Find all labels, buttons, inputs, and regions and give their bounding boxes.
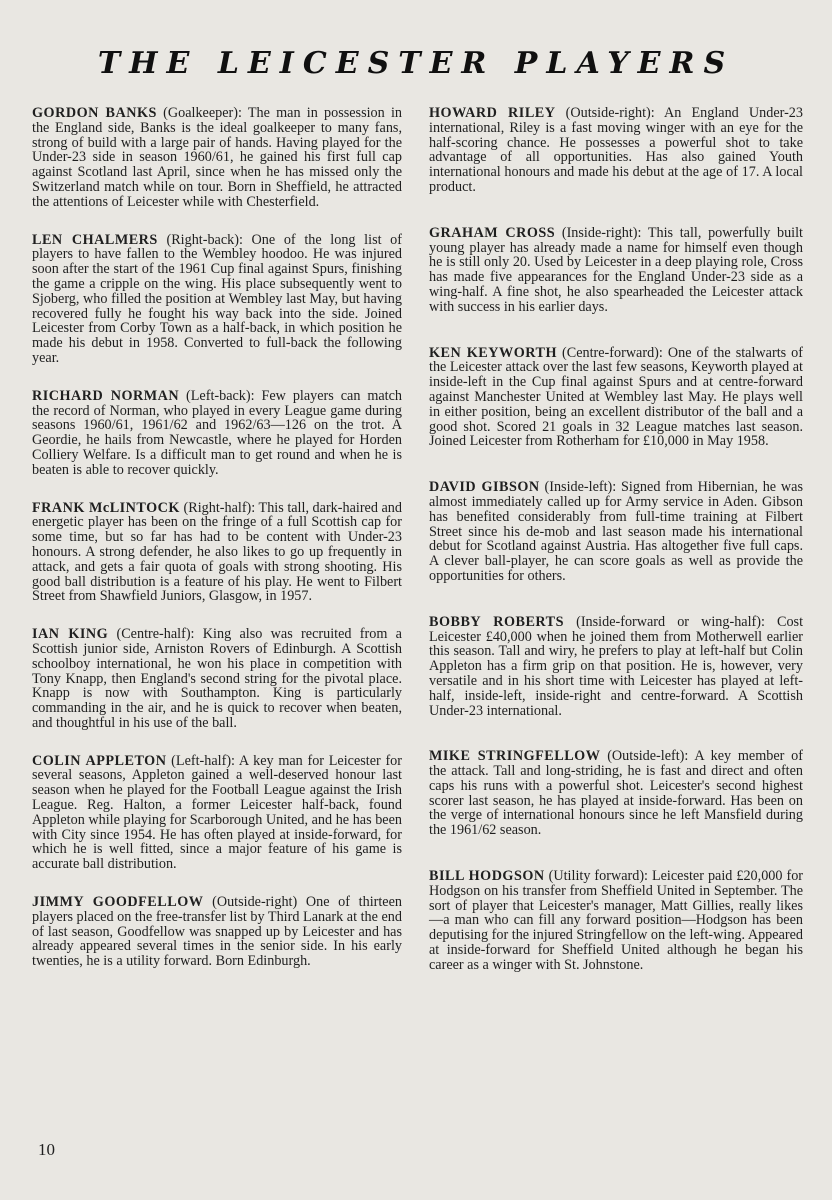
player-description: (Utility forward): Leicester paid £20,000 for Hodgson on his transfer from Sheffield United in September. The sort of player that Leicester's manager, Matt Gillies, really likes—a man who can fill any forward position—Hodgson has been deputising for the injured Stringfellow on the left-wing. Appeared at inside-forward for Sheffield United although he began his career as a winger with St. Johnstone. xyxy=(429,868,804,973)
player-description: (Inside-forward or wing-half): Cost Leicester £40,000 when he joined them from Motherwell earlier this season. Tall and wiry, he prefers to play at left-half but Colin Appleton has a firm grip on that position. He is, however, very versatile and in his short time with Leicester has played at left-half, inside-left, inside-right and centre-forward. A Scottish Under-23 international. xyxy=(429,613,804,719)
player-description: (Inside-left): Signed from Hibernian, he was almost immediately called up for Army service in Aden. Gibson has benefited considerably from full-time training at Filbert Street since his de-mob and last season made his international debut for Scotland against Austria. Has altogether five full caps. A clever ball-player, he can score goals as well as provide the opportunities for others. xyxy=(429,479,803,584)
player-name: COLIN APPLETON xyxy=(32,752,167,769)
player-description: (Right-half): This tall, dark-haired and energetic player has been on the fringe of a full Scottish cap for some time, but so far has had to be content with Under-23 honours. A strong defender, he also likes to go up frequently in attack, and gets a fair quota of goals with strong shooting. His good ball distribution is a feature of his play. He went to Filbert Street from Shawfield Juniors, Glasgow, in 1957. xyxy=(32,499,402,605)
player-name: GORDON BANKS xyxy=(32,105,157,121)
player-name: BILL HODGSON xyxy=(429,868,545,885)
player-entry-chalmers xyxy=(32,233,402,366)
player-name: RICHARD NORMAN xyxy=(32,387,180,404)
player-description: (Inside-right): This tall, powerfully built young player has already made a name for himself even though he is still only 20. Used by Leicester in a deep playing role, Cross has made five appearances for the England Under-23 side as a wing-half. A fine shot, he also spearheaded the Leicester attack with success in his earlier days. xyxy=(429,224,804,315)
player-description: (Left-half): A key man for Leicester for several seasons, Appleton gained a well-deserved honour last season when he played for the Football League against the Irish League. Reg. Halton, a former Leicester half-back, found Appleton while playing for Scarborough United, and he has been with City since 1954. He has often played at inside-forward, for which he is well fitted, since a major feature of his game is accurate ball distribution. xyxy=(32,752,402,873)
player-description: (Centre-half): King also was recruited from a Scottish junior side, Arniston Rovers of Edinburgh. A Scottish schoolboy international, he won his place in competition with Tony Knapp, then England's second string for the pivotal place. Knapp is now with Southampton. King is particularly commanding in the air, and he is quick to recover when beaten, and thoughtful in his use of the ball. xyxy=(32,626,402,731)
player-description: (Outside-right): An England Under-23 international, Riley is a fast moving winger with an eye for the half-scoring chance. He possesses a powerful shot to take advantage of all opportunities. Has also gained Youth international honours and made his debut at the age of 17. A local product. xyxy=(429,105,803,195)
player-name: HOWARD RILEY xyxy=(429,105,556,121)
player-description: (Goalkeeper): The man in possession in the England side, Banks is the ideal goalkeeper to many fans, strong of build with a large pair of hands. Having played for the Under-23 side in season 1960/61, he gained his first full cap against Scotland last April, since when he has missed only the Switzerland match while on tour. Born in Sheffield, he attracted the attentions of Leicester while with Chesterfield. xyxy=(32,105,402,210)
player-entry-gibson xyxy=(429,480,803,584)
player-entry-riley xyxy=(429,106,803,195)
player-description: (Outside-right) One of thirteen players placed on the free-transfer list by Third Lanark at the end of last season, Goodfellow was snapped up by Leicester and has already appeared several times in the senior side. In his early twenties, he is a utility forward. Born Edinburgh. xyxy=(32,894,402,970)
player-entry-goodfellow xyxy=(32,895,402,969)
player-name: KEN KEYWORTH xyxy=(429,344,557,361)
player-entry-cross xyxy=(429,226,803,315)
player-name: BOBBY ROBERTS xyxy=(429,613,565,630)
player-entry-king xyxy=(32,627,402,731)
player-entry-mclintock xyxy=(32,501,402,605)
player-name: LEN CHALMERS xyxy=(32,231,158,248)
right-column xyxy=(429,106,803,1004)
player-entry-banks xyxy=(32,106,402,210)
player-description: (Outside-left): A key member of the attack. Tall and long-striding, he is fast and direct and often caps his runs with a powerful shot. Leicester's second highest scorer last season, he has played at inside-forward. Has been on the verge of international honours since he left Mansfield during the 1961/62 season. xyxy=(429,748,803,839)
player-description: (Right-back): One of the long list of players to have fallen to the Wembley hoodoo. He was injured soon after the start of the 1961 Cup final against Spurs, finishing the game a cripple on the wing. His place subsequently went to Sjoberg, who filled the position at Wembley last May, but having recovered fully he fought his way back into the side. Joined Leicester from Corby Town as a half-back, in which position he made his debut in 1958. Converted to full-back the following year. xyxy=(32,231,402,366)
player-entry-appleton xyxy=(32,754,402,872)
player-entry-roberts xyxy=(429,615,803,719)
player-name: FRANK McLINTOCK xyxy=(32,499,180,516)
left-column xyxy=(32,106,402,992)
player-name: JIMMY GOODFELLOW xyxy=(32,894,204,911)
player-name: IAN KING xyxy=(32,626,109,643)
player-name: GRAHAM CROSS xyxy=(429,224,556,241)
player-entry-stringfellow xyxy=(429,749,803,838)
page-title: THE LEICESTER PLAYERS xyxy=(97,46,735,81)
player-description: (Centre-forward): One of the stalwarts of the Leicester attack over the last few seasons, Keyworth played at inside-left in the Cup final against Spurs and at centre-forward against Manchester United at Wembley last May. He plays well in either position, being an excellent distributor of the ball and a good shot. Scored 21 goals in 32 League matches last season. Joined Leicester from Rotherham for £10,000 in May 1958. xyxy=(429,344,803,450)
player-entry-hodgson xyxy=(429,869,803,973)
page-number: 10 xyxy=(38,1140,55,1159)
player-entry-norman xyxy=(32,389,402,478)
player-name: MIKE STRINGFELLOW xyxy=(429,748,601,765)
player-description: (Left-back): Few players can match the record of Norman, who played in every League game during seasons 1960/61, 1961/62 and 1962/63—126 on the trot. A Geordie, he hails from Newcastle, where he played for Horden Colliery Welfare. Is a difficult man to get round and when he is beaten is able to recover quickly. xyxy=(32,387,402,478)
player-entry-keyworth xyxy=(429,346,803,450)
player-name: DAVID GIBSON xyxy=(429,479,540,496)
